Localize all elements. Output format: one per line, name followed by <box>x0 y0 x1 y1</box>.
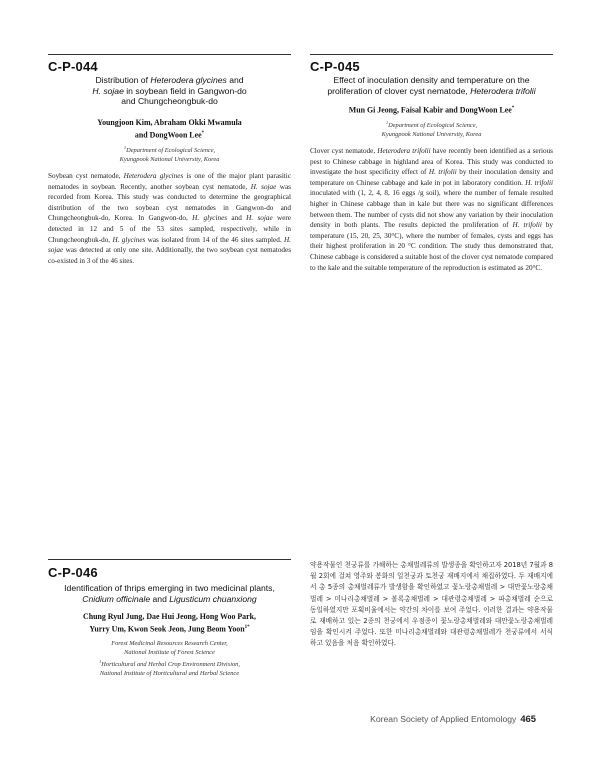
title-text: H. sojae in soybean field in Gangwon-do <box>92 85 247 96</box>
abstract-body: Clover cyst nematode, Heterodera trifolii have recently been identified as a serious pest to Chinese cabbage in highland area of Korea. This study was conducted to investigate the host specificity effect of H. trifolii by their inoculation density and temperature on Chinese cabbage and kale in pot in laboratory condition. H. trifolii inoculated with (1, 2, 4, 8, 16 eggs /g soil), where the number of female resulted higher in Chinese cabbage than in kale but there was no significant differences between them. The number of cysts did not show any variation by their inoculation density in both plants. The results depicted the proliferation of H. trifolii by temperature (15, 20, 25, 30°C), where the number of females, cysts and eggs has their highest proliferation in 20 °C condition. The study thus demonstrated that, Chinese cabbage is considered a suitable host of the clover cyst nematode compared to the kale and the suitable temperature of the reproduction is estimated as 20°C. <box>310 147 553 272</box>
abstract-code: C-P-046 <box>48 565 98 580</box>
title-line: Effect of inoculation density and temperature on the <box>333 75 530 85</box>
affiliation-line: National Institute of Forest Science <box>124 649 215 656</box>
title-line: proliferation of clover cyst nematode, Heterodera trifolii <box>327 85 536 96</box>
abstract-authors <box>310 104 553 116</box>
title-line: Identification of thrips emerging in two medicinal plants, <box>64 583 275 593</box>
title-line <box>48 86 291 97</box>
author-line: and DongWoon Lee* <box>134 130 205 140</box>
affiliation-line: $^1$Department of Ecological Science, <box>123 145 216 155</box>
abstract-title <box>310 75 553 96</box>
abstract-authors <box>48 118 291 141</box>
affiliation-line: $^1$Department of Ecological Science, <box>385 120 478 130</box>
title-line: Cnidium officinale and Ligusticum chuanxiong <box>82 593 257 604</box>
abstract-title <box>48 75 291 107</box>
abstract-title <box>48 583 291 604</box>
abstract-body: Soybean cyst nematode, Heterodera glycines is one of the major plant parasitic nematodes in soybean. Recently, another soybean cyst nematode, H. sojae was recorded from Korea. This study was conducted to determine the geographical distribution of the two soybean cyst nematodes in Gangwon-do and Chungcheongbuk-do, Korea. In Gangwon-do, H. glycines and H. sojae were detected in 12 and 5 of the 53 sites sampled, respectively, while in Chungcheongbuk-do, H. glycines was isolated from 14 of the 46 sites sampled. H. sojae was detected at only one site. Additionally, the two soybean cyst nematodes co-existed in 3 of the 46 sites. <box>48 172 291 265</box>
affiliation-line: Forest Medicinal Resources Research Center, <box>111 640 228 647</box>
affiliation-line: National Institute of Horticultural and Herbal Science <box>99 670 240 678</box>
page-number: 465 <box>520 713 536 724</box>
affiliation-line: $^1$Horticultural and Herbal Crop Environment Division, <box>99 659 240 669</box>
author-line: Chung Ryul Jung, Dae Hui Jeong, Hong Woo Park, <box>83 612 256 621</box>
author-line: Youngjoon Kim, Abraham Okki Mwamula <box>97 118 242 127</box>
title-line <box>48 75 291 86</box>
page-footer <box>370 713 536 724</box>
abstract-code: C-P-044 <box>48 59 98 74</box>
section-rule <box>48 54 291 55</box>
title-text: Distribution of Heterodera glycines and <box>95 75 244 85</box>
abstract-body: 약용작물인 천궁류를 가해하는 총채벌레류의 발생종을 확인하고자 2018년 7월과 8월 2회에 걸쳐 영주와 봉화의 일천궁과 토천궁 재배지에서 채집하였다. 두 재배지에서 총 5종의 총채벌레류가 발생함을 확인하였고 꽃노랑총채벌레 > 대만꽃노랑총채벌레 > 미나리총채벌레 > 볼록총채벌레 > 대관령총채벌레 > 파총채벌레 순으로 동일하였지만 포획비율에서는 약간의 차이를 보여 주었다. 이러한 결과는 약용작물로 재배하고 있는 2종의 천궁에서 우점종이 꽃노랑총채벌레와 대만꽃노랑총채벌레임을 확인시켜 주었다. 또한 미나리총채벌레와 대관령총채벌레가 천궁류에서 서식하고 있음을 처음 확인하였다. <box>310 561 553 648</box>
abstract-authors <box>48 612 291 635</box>
affiliation-line: Kyungpook National University, Korea <box>381 131 482 139</box>
abstract-code: C-P-045 <box>310 59 360 74</box>
abstract-affiliation <box>48 639 291 678</box>
affiliation-line: Kyungpook National University, Korea <box>119 156 220 164</box>
abstract-affiliation <box>48 143 291 164</box>
title-line: and Chungcheongbuk-do <box>121 96 218 106</box>
author-line: Mun Gi Jeong, Faisal Kabir and DongWoon Lee* <box>348 105 515 115</box>
society-name: Korean Society of Applied Entomology <box>370 714 517 724</box>
section-rule <box>48 559 291 560</box>
author-line: Yurry Um, Kwon Seok Jeon, Jung Beom Yoon$^{1*}$ <box>89 624 250 634</box>
abstract-affiliation <box>310 118 553 139</box>
section-rule <box>310 54 553 55</box>
